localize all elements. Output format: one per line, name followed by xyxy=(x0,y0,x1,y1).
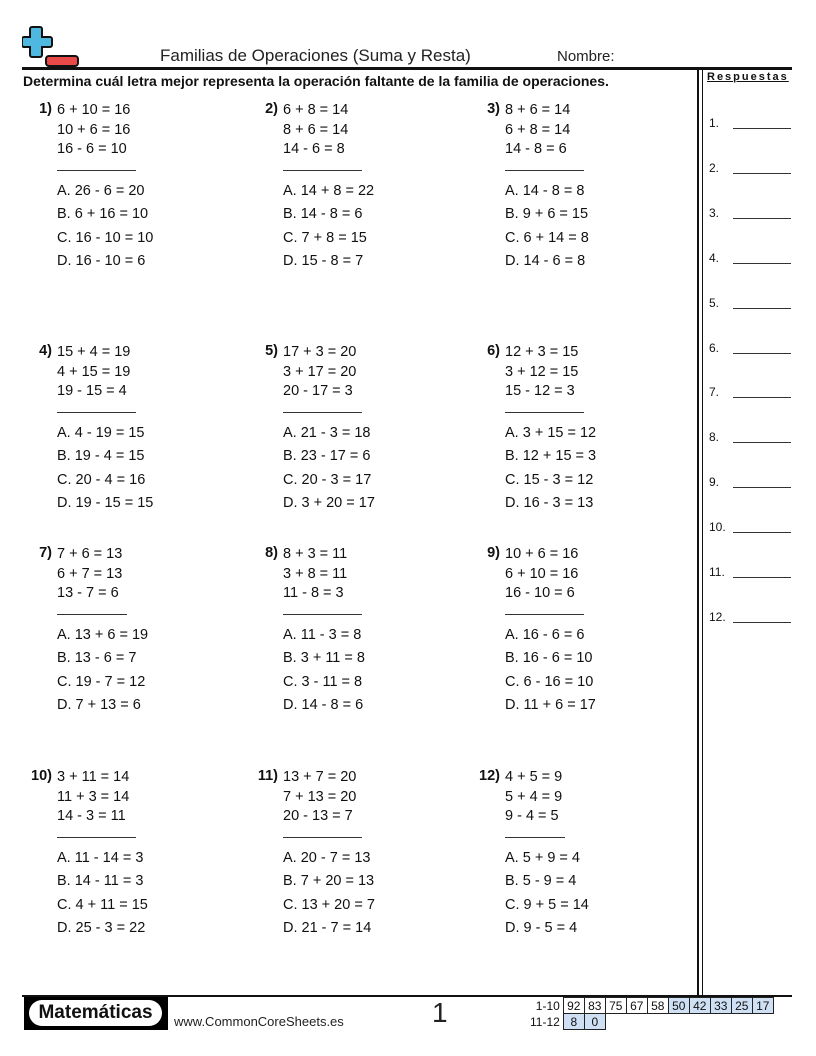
missing-fact-blank[interactable] xyxy=(505,170,584,171)
answer-column-border-inner xyxy=(702,70,703,996)
problem xyxy=(248,101,458,281)
answer-number: 9. xyxy=(709,475,720,490)
fact-equation: 6 + 8 = 14 xyxy=(283,102,349,118)
choice-list xyxy=(505,624,596,717)
choice-option: C. 6 + 14 = 8 xyxy=(505,229,589,246)
choice-option: A. 11 - 3 = 8 xyxy=(283,627,362,643)
choice-option: C. 4 + 11 = 15 xyxy=(57,896,148,913)
choice-option: D. 21 - 7 = 14 xyxy=(283,919,372,936)
instructions: Determina cuál letra mejor representa la operación faltante de la familia de operaciones. xyxy=(23,73,609,89)
answer-blank[interactable] xyxy=(733,532,791,533)
fact-equation: 11 - 8 = 3 xyxy=(283,585,344,601)
fact-family xyxy=(57,545,122,604)
choice-option: B. 5 - 9 = 4 xyxy=(505,873,577,890)
choice-option: D. 15 - 8 = 7 xyxy=(283,252,364,269)
score-cell: 25 xyxy=(731,998,752,1014)
answer-blank[interactable] xyxy=(733,577,791,578)
choice-option: B. 7 + 20 = 13 xyxy=(283,873,375,890)
answer-column-border xyxy=(697,70,699,996)
score-cell: 8 xyxy=(563,1014,584,1030)
answer-blank[interactable] xyxy=(733,128,791,129)
choice-option: B. 14 - 8 = 6 xyxy=(283,206,363,223)
answer-blank[interactable] xyxy=(733,353,791,354)
choice-option: A. 11 - 14 = 3 xyxy=(57,850,144,866)
fact-family xyxy=(57,768,129,827)
missing-fact-blank[interactable] xyxy=(57,412,136,413)
answer-row xyxy=(709,251,793,267)
score-cell: 83 xyxy=(584,998,605,1014)
choice-option: B. 12 + 15 = 3 xyxy=(505,448,597,465)
answer-number: 10. xyxy=(709,520,726,535)
brand-logo xyxy=(24,997,168,1030)
fact-equation: 16 - 10 = 6 xyxy=(505,585,575,601)
answer-number: 4. xyxy=(709,250,720,265)
choice-option: A. 20 - 7 = 13 xyxy=(283,850,371,866)
problem-number: 3) xyxy=(487,101,500,117)
choice-option: A. 13 + 6 = 19 xyxy=(57,627,149,643)
choice-list xyxy=(57,180,153,273)
fact-equation: 4 + 5 = 9 xyxy=(505,769,563,785)
choice-option: D. 14 - 8 = 6 xyxy=(283,696,364,713)
choice-list xyxy=(57,624,148,717)
fact-equation: 3 + 8 = 11 xyxy=(283,565,348,582)
answer-row xyxy=(709,475,793,491)
fact-equation: 17 + 3 = 20 xyxy=(283,344,357,360)
choice-option: C. 15 - 3 = 12 xyxy=(505,471,594,488)
choice-option: C. 7 + 8 = 15 xyxy=(283,229,367,246)
fact-family xyxy=(505,343,578,402)
score-range-label: 1-10 xyxy=(535,998,560,1013)
header-divider xyxy=(22,67,792,70)
fact-equation: 8 + 3 = 11 xyxy=(283,546,348,562)
score-row xyxy=(527,1014,773,1030)
fact-equation: 3 + 17 = 20 xyxy=(283,363,357,380)
answer-number: 11. xyxy=(709,565,725,579)
answer-row xyxy=(709,610,793,626)
problem-number: 7) xyxy=(39,545,52,561)
choice-list xyxy=(283,847,375,940)
brand-label: Matemáticas xyxy=(29,1000,162,1026)
answer-number: 8. xyxy=(709,430,720,445)
choice-option: B. 16 - 6 = 10 xyxy=(505,650,593,667)
choice-option: A. 5 + 9 = 4 xyxy=(505,850,580,866)
fact-equation: 14 - 8 = 6 xyxy=(505,141,567,157)
choice-option: B. 6 + 16 = 10 xyxy=(57,206,149,223)
problem-number: 8) xyxy=(265,545,278,561)
fact-equation: 16 - 6 = 10 xyxy=(57,141,127,157)
score-range-label: 11-12 xyxy=(530,1014,560,1029)
answer-row xyxy=(709,341,793,357)
fact-family xyxy=(283,768,356,827)
answer-row xyxy=(709,520,793,536)
problem-number: 5) xyxy=(265,343,278,359)
fact-equation: 20 - 17 = 3 xyxy=(283,383,353,399)
fact-equation: 8 + 6 = 14 xyxy=(283,121,349,138)
fact-equation: 12 + 3 = 15 xyxy=(505,344,579,360)
answer-row xyxy=(709,385,793,401)
choice-option: C. 19 - 7 = 12 xyxy=(57,673,146,690)
answer-blank[interactable] xyxy=(733,173,791,174)
answer-row xyxy=(709,565,793,581)
fact-family xyxy=(505,768,562,827)
choice-option: C. 20 - 3 = 17 xyxy=(283,471,372,488)
fact-equation: 15 + 4 = 19 xyxy=(57,344,131,360)
fact-family xyxy=(283,545,347,604)
choice-option: C. 20 - 4 = 16 xyxy=(57,471,146,488)
problem-number: 11) xyxy=(257,768,278,784)
choice-option: D. 25 - 3 = 22 xyxy=(57,919,146,936)
choice-option: A. 3 + 15 = 12 xyxy=(505,425,597,441)
fact-family xyxy=(283,343,356,402)
choice-option: B. 3 + 11 = 8 xyxy=(283,650,365,667)
fact-equation: 7 + 13 = 20 xyxy=(283,788,357,805)
choice-option: B. 14 - 11 = 3 xyxy=(57,873,144,890)
fact-family xyxy=(57,343,130,402)
score-cell: 67 xyxy=(626,998,647,1014)
choice-option: D. 16 - 3 = 13 xyxy=(505,494,594,511)
answer-blank[interactable] xyxy=(733,622,791,623)
problem xyxy=(22,545,232,725)
answer-row xyxy=(709,206,793,222)
fact-family xyxy=(505,545,578,604)
choice-option: D. 3 + 20 = 17 xyxy=(283,494,375,511)
fact-equation: 6 + 10 = 16 xyxy=(57,102,131,118)
problem-number: 12) xyxy=(479,768,500,784)
name-label: Nombre: xyxy=(557,48,615,65)
fact-equation: 19 - 15 = 4 xyxy=(57,383,127,399)
choice-option: D. 19 - 15 = 15 xyxy=(57,494,154,511)
answer-number: 3. xyxy=(709,205,720,220)
choice-list xyxy=(283,624,365,717)
choice-list xyxy=(57,847,148,940)
score-cell: 75 xyxy=(605,998,626,1014)
answer-number: 12. xyxy=(709,609,726,624)
choice-list xyxy=(283,180,374,273)
choice-option: A. 21 - 3 = 18 xyxy=(283,425,371,441)
choice-option: B. 13 - 6 = 7 xyxy=(57,650,137,667)
choice-option: B. 9 + 6 = 15 xyxy=(505,206,589,223)
score-cell: 58 xyxy=(647,998,668,1014)
logo-icon xyxy=(22,25,80,67)
fact-equation: 14 - 6 = 8 xyxy=(283,141,345,157)
choice-list xyxy=(57,422,153,515)
fact-equation: 3 + 12 = 15 xyxy=(505,363,579,380)
choice-option: A. 14 - 8 = 8 xyxy=(505,183,585,199)
missing-fact-blank[interactable] xyxy=(283,412,362,413)
choice-option: B. 19 - 4 = 15 xyxy=(57,448,145,465)
fact-equation: 15 - 12 = 3 xyxy=(505,383,575,399)
answer-blank[interactable] xyxy=(733,308,791,309)
choice-option: D. 16 - 10 = 6 xyxy=(57,252,146,269)
choice-option: C. 9 + 5 = 14 xyxy=(505,896,589,913)
fact-equation: 13 - 7 = 6 xyxy=(57,585,119,601)
fact-equation: 6 + 7 = 13 xyxy=(57,565,123,582)
website-url: www.CommonCoreSheets.es xyxy=(174,1014,344,1029)
answer-row xyxy=(709,116,793,132)
answer-row xyxy=(709,430,793,446)
answers-title: Respuestas xyxy=(707,71,789,83)
problem-number: 6) xyxy=(487,343,500,359)
choice-list xyxy=(505,180,589,273)
problem-number: 10) xyxy=(31,768,52,784)
score-cell: 92 xyxy=(563,998,584,1014)
fact-equation: 5 + 4 = 9 xyxy=(505,788,563,805)
fact-equation: 14 - 3 = 11 xyxy=(57,808,126,824)
answer-blank[interactable] xyxy=(733,442,791,443)
choice-option: C. 6 - 16 = 10 xyxy=(505,673,594,690)
problem xyxy=(248,343,458,523)
fact-equation: 8 + 6 = 14 xyxy=(505,102,571,118)
choice-option: A. 4 - 19 = 15 xyxy=(57,425,145,441)
fact-family xyxy=(57,101,130,160)
score-cell: 0 xyxy=(584,1014,605,1030)
fact-equation: 10 + 6 = 16 xyxy=(57,121,131,138)
answer-number: 7. xyxy=(709,385,720,400)
problem xyxy=(470,545,680,725)
fact-equation: 6 + 8 = 14 xyxy=(505,121,571,138)
problem-number: 9) xyxy=(487,545,500,561)
fact-equation: 6 + 10 = 16 xyxy=(505,565,579,582)
problem xyxy=(248,768,458,948)
fact-equation: 3 + 11 = 14 xyxy=(57,769,130,785)
problem-number: 4) xyxy=(39,343,52,359)
problem xyxy=(470,101,680,281)
answer-number: 5. xyxy=(709,295,720,310)
fact-equation: 9 - 4 = 5 xyxy=(505,808,559,824)
choice-option: D. 9 - 5 = 4 xyxy=(505,919,578,936)
missing-fact-blank[interactable] xyxy=(505,837,565,838)
choice-option: D. 7 + 13 = 6 xyxy=(57,696,141,713)
missing-fact-blank[interactable] xyxy=(283,614,362,615)
choice-option: D. 14 - 6 = 8 xyxy=(505,252,586,269)
missing-fact-blank[interactable] xyxy=(283,170,362,171)
answer-blank[interactable] xyxy=(733,263,791,264)
choice-list xyxy=(505,422,596,515)
problem-number: 2) xyxy=(265,101,278,117)
answer-number: 1. xyxy=(709,116,720,130)
problem-number: 1) xyxy=(39,101,52,117)
fact-equation: 11 + 3 = 14 xyxy=(57,788,130,805)
page-number: 1 xyxy=(432,997,448,1028)
score-cell: 17 xyxy=(752,998,773,1014)
score-cell: 50 xyxy=(668,998,689,1014)
fact-equation: 4 + 15 = 19 xyxy=(57,363,131,380)
problem xyxy=(22,101,232,281)
answer-blank[interactable] xyxy=(733,397,791,398)
answer-row xyxy=(709,296,793,312)
answer-blank[interactable] xyxy=(733,218,791,219)
missing-fact-blank[interactable] xyxy=(57,614,127,615)
worksheet-title: Familias de Operaciones (Suma y Resta) xyxy=(160,46,471,65)
choice-option: B. 23 - 17 = 6 xyxy=(283,448,371,465)
problem xyxy=(470,768,680,948)
missing-fact-blank[interactable] xyxy=(283,837,362,838)
problem xyxy=(470,343,680,523)
choice-option: C. 3 - 11 = 8 xyxy=(283,673,363,690)
score-table xyxy=(527,997,774,1030)
fact-equation: 10 + 6 = 16 xyxy=(505,546,579,562)
answer-number: 6. xyxy=(709,340,720,355)
score-cell: 33 xyxy=(710,998,731,1014)
score-row xyxy=(527,998,773,1014)
missing-fact-blank[interactable] xyxy=(57,837,136,838)
problem xyxy=(248,545,458,725)
fact-family xyxy=(505,101,570,160)
choice-list xyxy=(283,422,375,515)
fact-equation: 7 + 6 = 13 xyxy=(57,546,123,562)
choice-option: A. 16 - 6 = 6 xyxy=(505,627,585,643)
fact-family xyxy=(283,101,348,160)
fact-equation: 20 - 13 = 7 xyxy=(283,808,353,824)
problem xyxy=(22,343,232,523)
choice-list xyxy=(505,847,589,940)
choice-option: A. 26 - 6 = 20 xyxy=(57,183,145,199)
answer-blank[interactable] xyxy=(733,487,791,488)
missing-fact-blank[interactable] xyxy=(505,412,584,413)
choice-option: C. 13 + 20 = 7 xyxy=(283,896,375,913)
missing-fact-blank[interactable] xyxy=(505,614,584,615)
missing-fact-blank[interactable] xyxy=(57,170,136,171)
choice-option: D. 11 + 6 = 17 xyxy=(505,696,596,713)
score-cell: 42 xyxy=(689,998,710,1014)
answer-number: 2. xyxy=(709,160,720,175)
problem xyxy=(22,768,232,948)
fact-equation: 13 + 7 = 20 xyxy=(283,769,357,785)
choice-option: A. 14 + 8 = 22 xyxy=(283,183,375,199)
answer-row xyxy=(709,161,793,177)
choice-option: C. 16 - 10 = 10 xyxy=(57,229,154,246)
